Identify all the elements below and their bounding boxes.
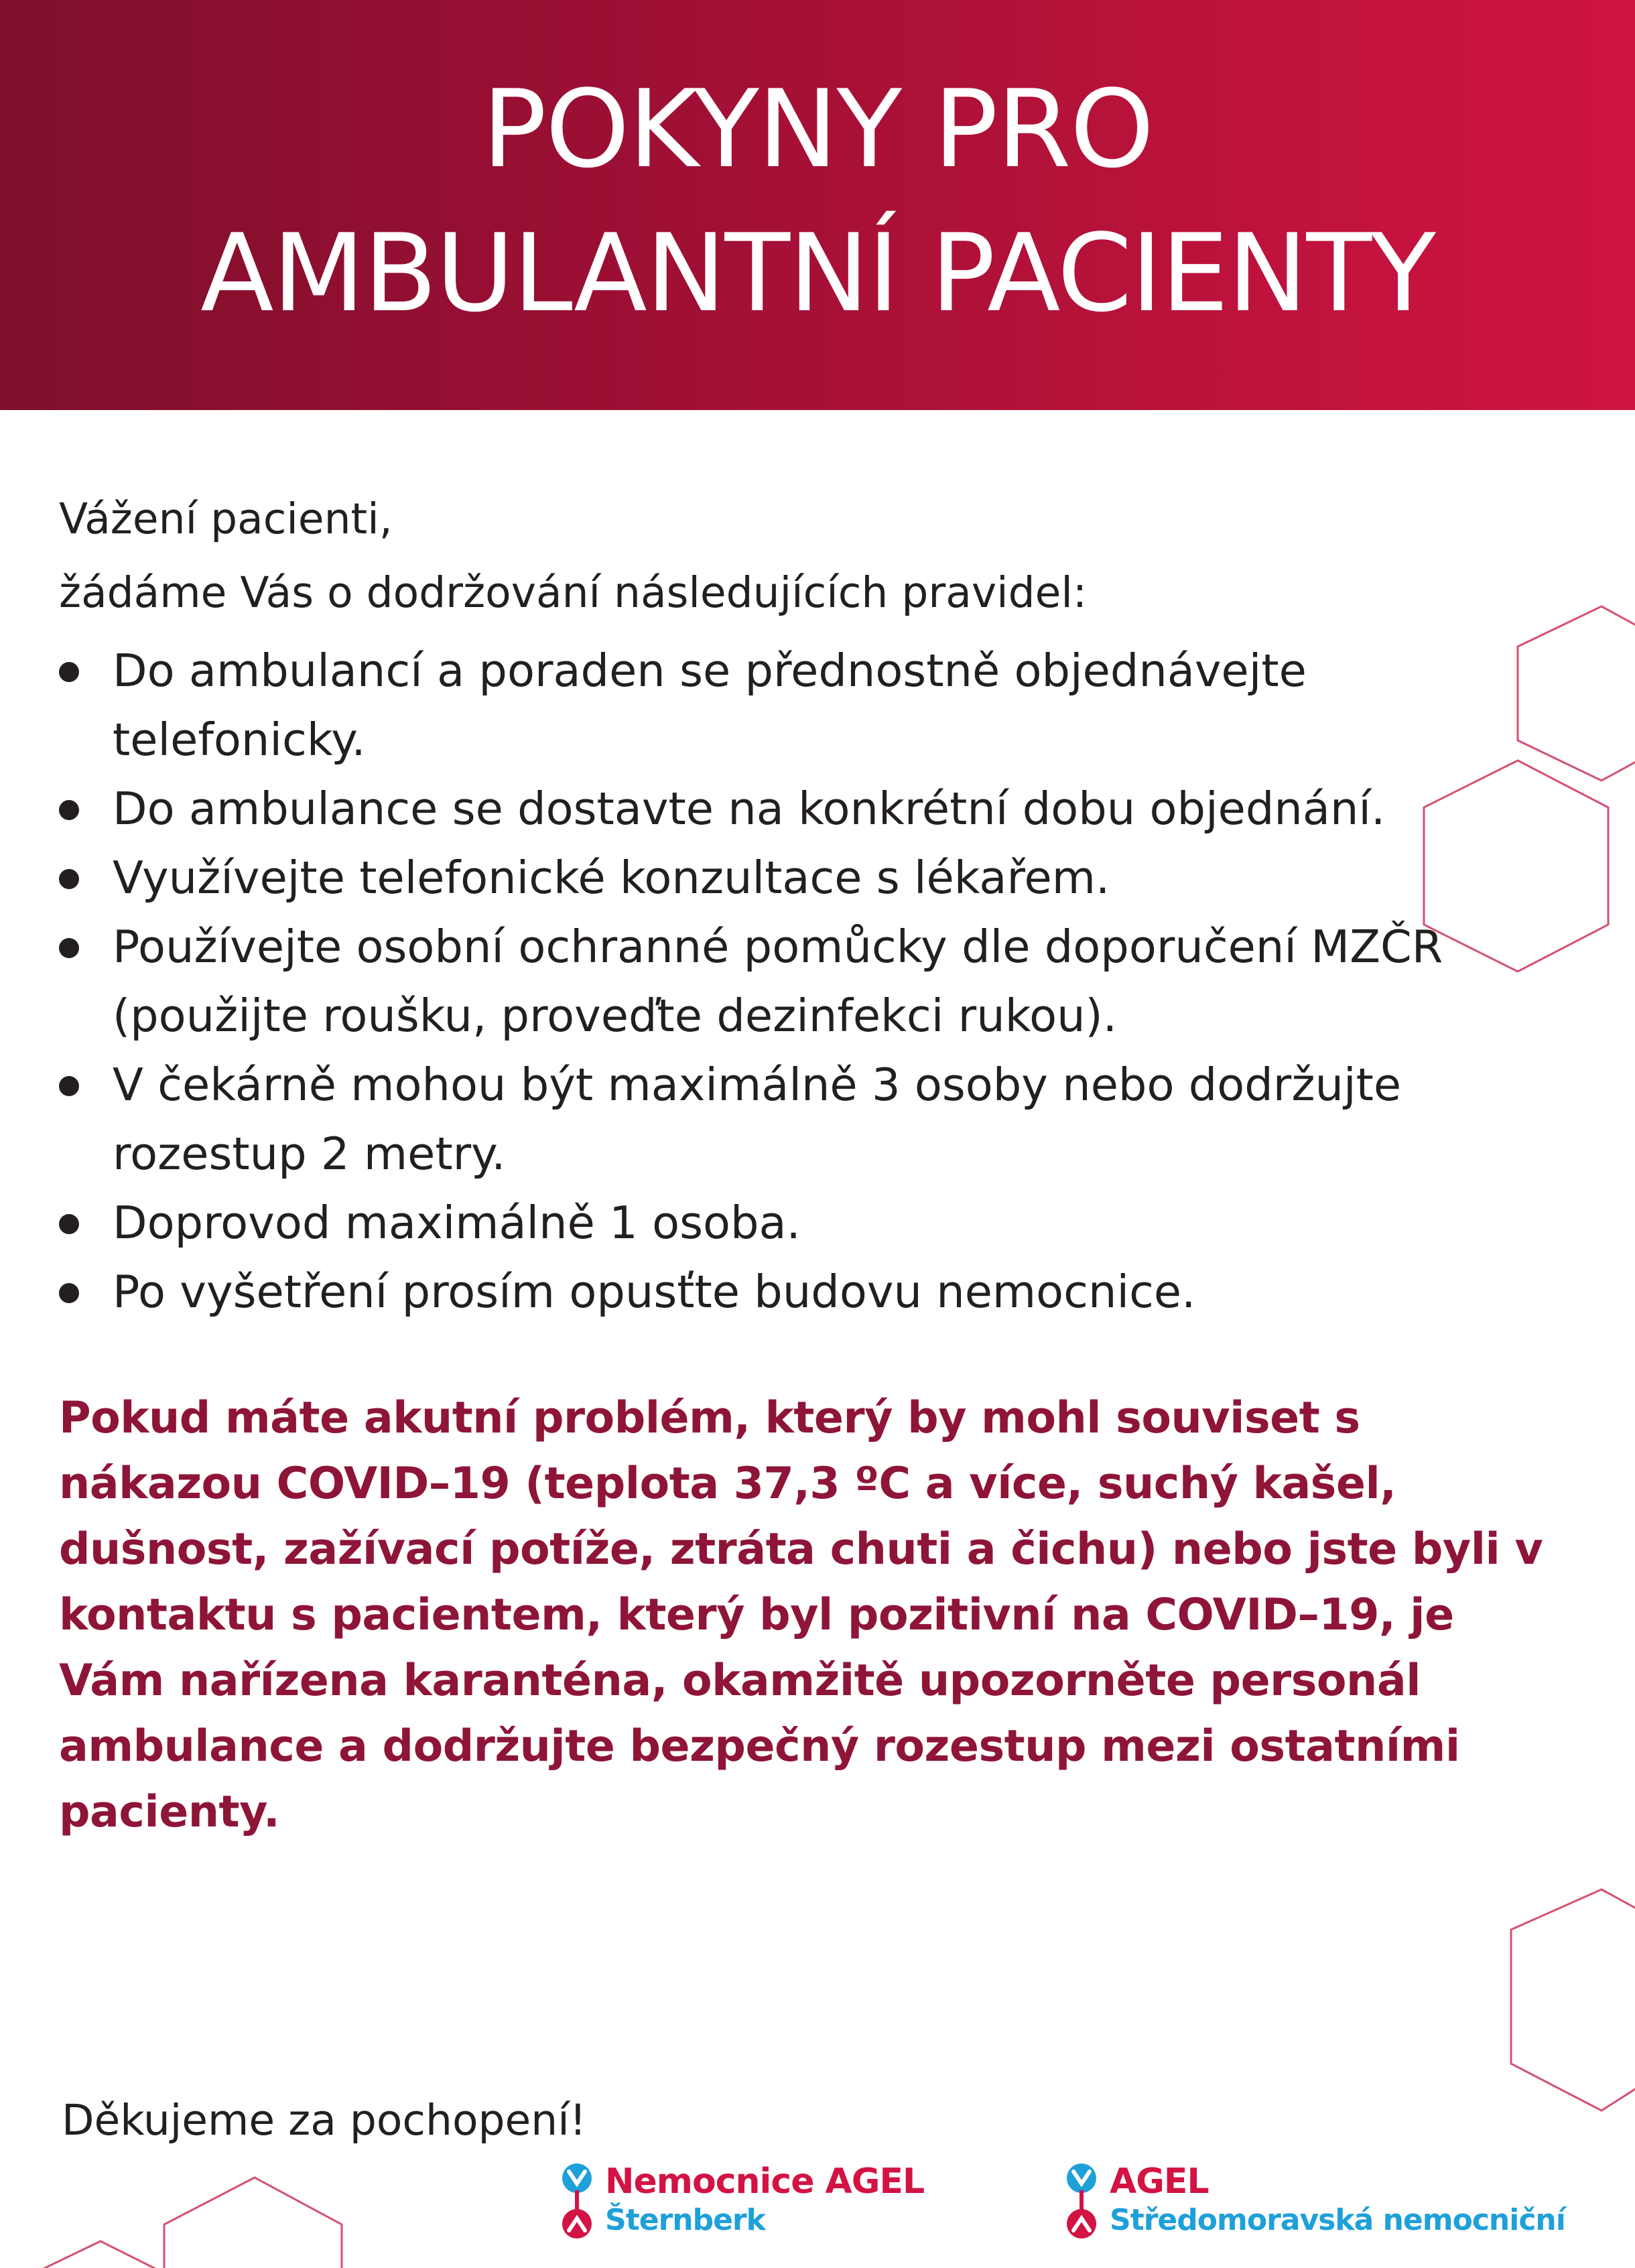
logo-nemocnice-agel-sternberk <box>560 2161 924 2241</box>
logo-text <box>605 2161 924 2239</box>
rule-item <box>59 637 1520 775</box>
rule-item <box>59 1258 1520 1327</box>
rule-text: Doprovod maximálně 1 osoba. <box>113 1197 801 1249</box>
bullet-icon <box>59 1283 79 1303</box>
rule-item <box>59 913 1520 1051</box>
rule-text: Po vyšetření prosím opusťte budovu nemocnice. <box>113 1266 1196 1318</box>
bullet-icon <box>59 662 79 682</box>
greeting <box>59 482 1520 630</box>
logo-location: Šternberk <box>605 2203 765 2237</box>
logo-name: Nemocnice AGEL <box>605 2161 925 2202</box>
logo-name: AGEL <box>1110 2161 1209 2202</box>
rule-item <box>59 1189 1520 1258</box>
agel-logo-icon <box>560 2161 594 2241</box>
logo-location: Středomoravská nemocniční <box>1110 2203 1565 2237</box>
rule-text: Používejte osobní ochranné pomůcky dle doporučení MZČR (použijte roušku, proveďte dezinfekci rukou). <box>113 921 1443 1042</box>
logo-text <box>1110 2161 1565 2239</box>
header-banner <box>0 0 1635 410</box>
bullet-icon <box>59 1214 79 1234</box>
logo-agel-stredomoravska <box>1064 2161 1565 2241</box>
rule-text: V čekárně mohou být maximálně 3 osoby nebo dodržujte rozestup 2 metry. <box>113 1059 1402 1180</box>
rule-item <box>59 775 1520 844</box>
bullet-icon <box>59 1076 79 1096</box>
bullet-icon <box>59 938 79 958</box>
rule-text: Využívejte telefonické konzultace s lékařem. <box>113 852 1110 904</box>
greeting-line-1: Vážení pacienti, <box>59 494 393 543</box>
bullet-icon <box>59 869 79 889</box>
covid-warning: Pokud máte akutní problém, který by mohl souviset s nákazou COVID–19 (teplota 37,3 ºC a více, suchý kašel, dušnost, zažívací potíže, ztráta chuti a čichu) nebo jste byli v kontaktu s pacientem, který byl pozitivní na COVID–19, je Vám nařízena karanténa, okamžitě upozorněte personál ambulance a dodržujte bezpečný rozestup mezi ostatními pacienty. <box>59 1393 1543 1837</box>
agel-logo-icon <box>1064 2161 1099 2241</box>
rule-item <box>59 1051 1520 1189</box>
greeting-line-2: žádáme Vás o dodržování následujících pravidel: <box>59 568 1088 617</box>
page-title <box>0 57 1635 345</box>
title-line-1: POKYNY PRO <box>482 66 1153 192</box>
bullet-icon <box>59 800 79 820</box>
rule-text: Do ambulance se dostavte na konkrétní dobu objednání. <box>113 783 1386 835</box>
rules-list <box>59 637 1520 1327</box>
thanks-text: Děkujeme za pochopení! <box>62 2096 586 2145</box>
rule-text: Do ambulancí a poraden se přednostně objednávejte telefonicky. <box>113 645 1307 766</box>
title-line-2: AMBULANTNÍ PACIENTY <box>200 210 1435 336</box>
main-content <box>59 482 1543 1845</box>
rule-item <box>59 844 1520 913</box>
